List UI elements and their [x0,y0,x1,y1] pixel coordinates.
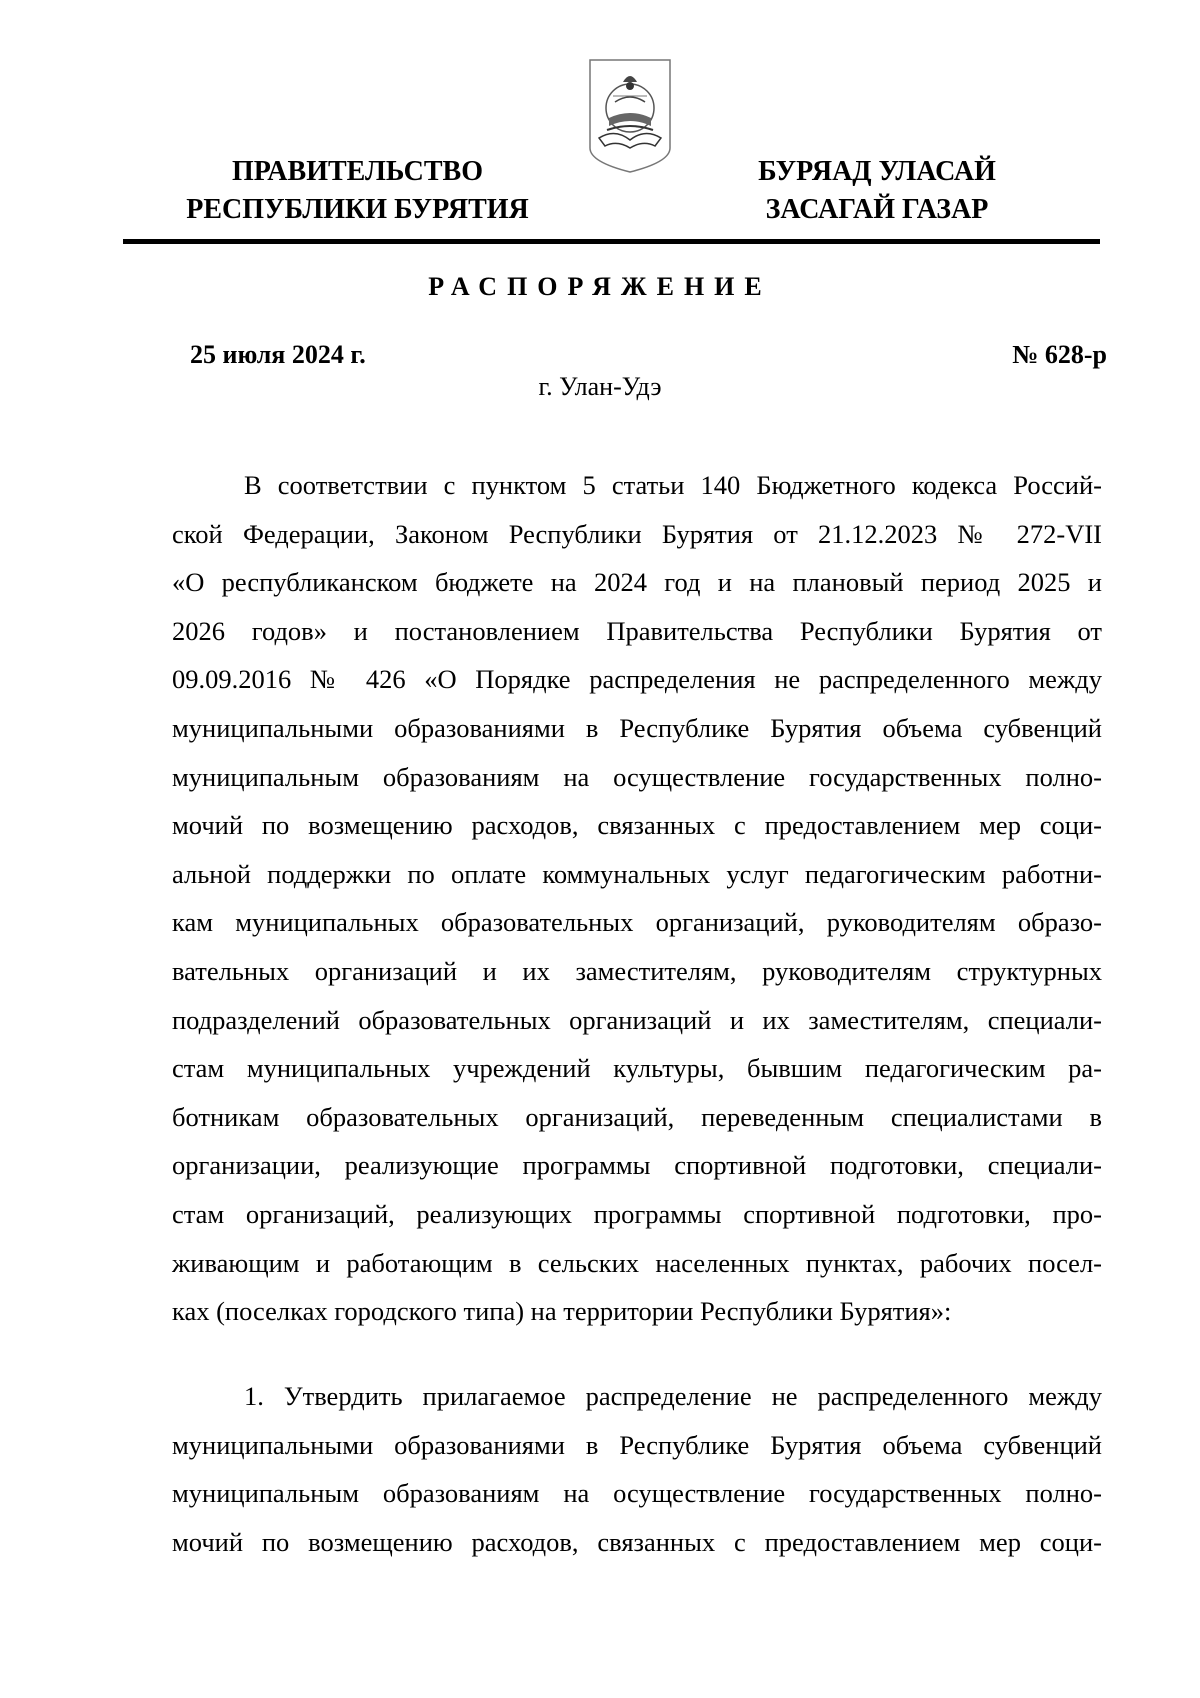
header-left-line1: ПРАВИТЕЛЬСТВО [232,156,483,187]
text-line: муниципальным образованиям на осуществление государственных полно- [172,761,1102,792]
text-line: 2026 годов» и постановлением Правительства Республики Бурятия от [172,615,1102,646]
text-line: муниципальными образованиями в Республике Бурятия объема субвенций [172,712,1102,743]
document-city: г. Улан-Удэ [538,372,662,401]
text-line: муниципальным образованиям на осуществление государственных полно- [172,1478,1102,1509]
text-line: ках (поселках городского типа) на территории Республики Бурятия»: [172,1296,952,1327]
government-name-buryat [712,153,1042,229]
text-line: кам муниципальных образовательных организаций, руководителям образо- [172,907,1102,938]
preamble-paragraph [172,461,1102,1336]
document-date: 25 июля 2024 г. [190,340,366,369]
text-line: организации, реализующие программы спортивной подготовки, специали- [172,1150,1102,1181]
text-line: муниципальными образованиями в Республике Бурятия объема субвенций [172,1429,1102,1460]
header-divider [123,239,1100,244]
text-line: альной поддержки по оплате коммунальных услуг педагогическим работни- [172,858,1102,889]
header-right-line2: ЗАСАГАЙ ГАЗАР [765,194,989,225]
text-line: мочий по возмещению расходов, связанных с предоставлением мер соци- [172,810,1102,841]
text-line: живающим и работающим в сельских населенных пунктах, рабочих посел- [172,1247,1102,1278]
text-line: ской Федерации, Законом Республики Бурятия от 21.12.2023 № 272-VII [172,518,1102,549]
text-line: вательных организаций и их заместителям, руководителям структурных [172,955,1102,986]
header-left-line2: РЕСПУБЛИКИ БУРЯТИЯ [186,194,529,225]
text-line: ботникам образовательных организаций, переведенным специалистами в [172,1101,1102,1132]
text-line: «О республиканском бюджете на 2024 год и на плановый период 2025 и [172,567,1102,598]
text-line: стам организаций, реализующих программы спортивной подготовки, про- [172,1198,1102,1229]
text-line: 09.09.2016 № 426 «О Порядке распределения не распределенного между [172,664,1102,695]
text-line: 1. Утвердить прилагаемое распределение не распределенного между [244,1381,1102,1411]
header-right-line1: БУРЯАД УЛАСАЙ [758,156,996,187]
text-line: стам муниципальных учреждений культуры, бывшим педагогическим ра- [172,1053,1102,1084]
coat-of-arms-emblem [585,56,675,174]
document-type-title: РАСПОРЯЖЕНИЕ [428,272,772,301]
text-line: мочий по возмещению расходов, связанных с предоставлением мер соци- [172,1526,1102,1557]
government-name-russian [170,153,545,229]
item-1-paragraph [172,1372,1102,1566]
text-line: подразделений образовательных организаций и их заместителям, специали- [172,1004,1102,1035]
text-line: В соответствии с пунктом 5 статьи 140 Бюджетного кодекса Россий- [244,470,1102,500]
document-number: № 628-р [1012,340,1107,369]
